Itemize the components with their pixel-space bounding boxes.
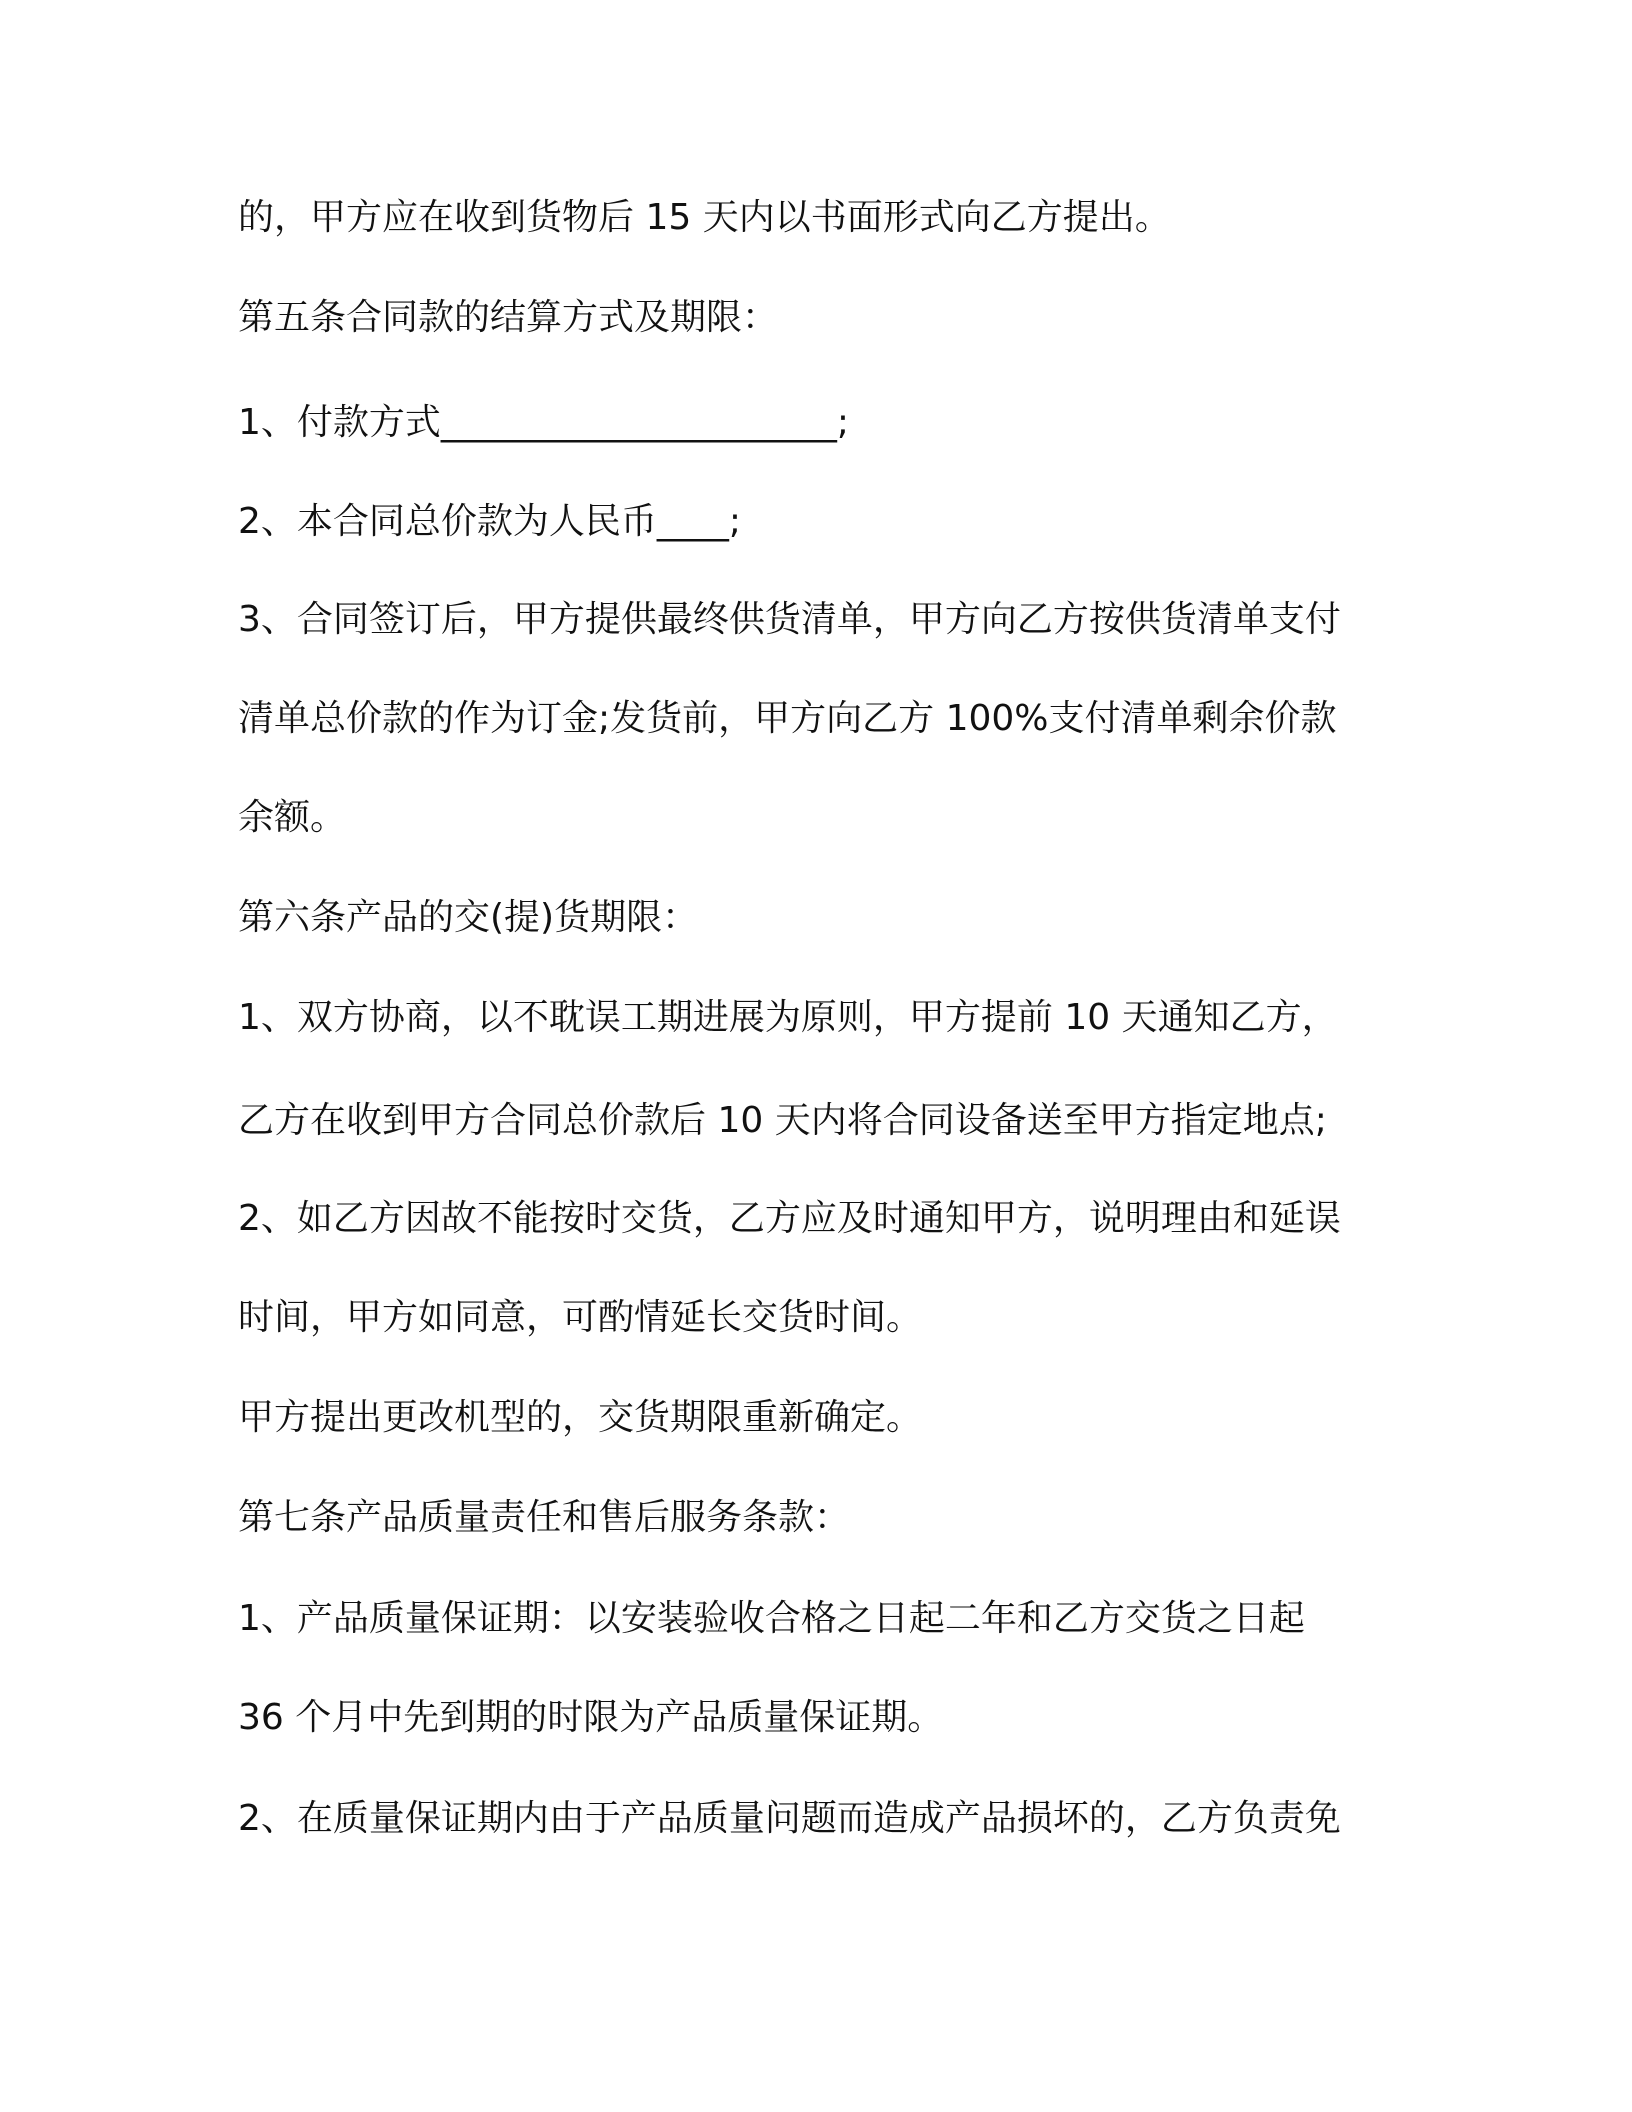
text-line: 时间，甲方如同意，可酌情延长交货时间。 xyxy=(238,1297,923,1338)
section-heading: 第六条产品的交(提)货期限： xyxy=(238,897,699,938)
text-line: 2、本合同总价款为人民币____; xyxy=(238,501,742,542)
text-line: 1、付款方式______________________; xyxy=(238,402,850,443)
text-line: 2、如乙方因故不能按时交货，乙方应及时通知甲方，说明理由和延误 xyxy=(238,1198,1341,1239)
text-line: 1、双方协商，以不耽误工期进展为原则，甲方提前 10 天通知乙方， xyxy=(238,997,1338,1038)
text-line: 余额。 xyxy=(238,797,347,838)
section-heading: 第五条合同款的结算方式及期限： xyxy=(238,297,779,338)
text-line: 3、合同签订后，甲方提供最终供货清单，甲方向乙方按供货清单支付 xyxy=(238,599,1341,640)
text-line: 乙方在收到甲方合同总价款后 10 天内将合同设备送至甲方指定地点; xyxy=(238,1100,1327,1141)
text-line: 清单总价款的作为订金;发货前，甲方向乙方 100%支付清单剩余价款 xyxy=(238,698,1337,739)
section-heading: 第七条产品质量责任和售后服务条款： xyxy=(238,1497,851,1538)
text-line: 2、在质量保证期内由于产品质量问题而造成产品损坏的，乙方负责免 xyxy=(238,1798,1341,1839)
text-line: 的，甲方应在收到货物后 15 天内以书面形式向乙方提出。 xyxy=(238,197,1171,238)
text-line: 甲方提出更改机型的，交货期限重新确定。 xyxy=(238,1397,923,1438)
text-line: 1、产品质量保证期：以安装验收合格之日起二年和乙方交货之日起 xyxy=(238,1598,1305,1639)
text-line: 36 个月中先到期的时限为产品质量保证期。 xyxy=(238,1697,944,1738)
